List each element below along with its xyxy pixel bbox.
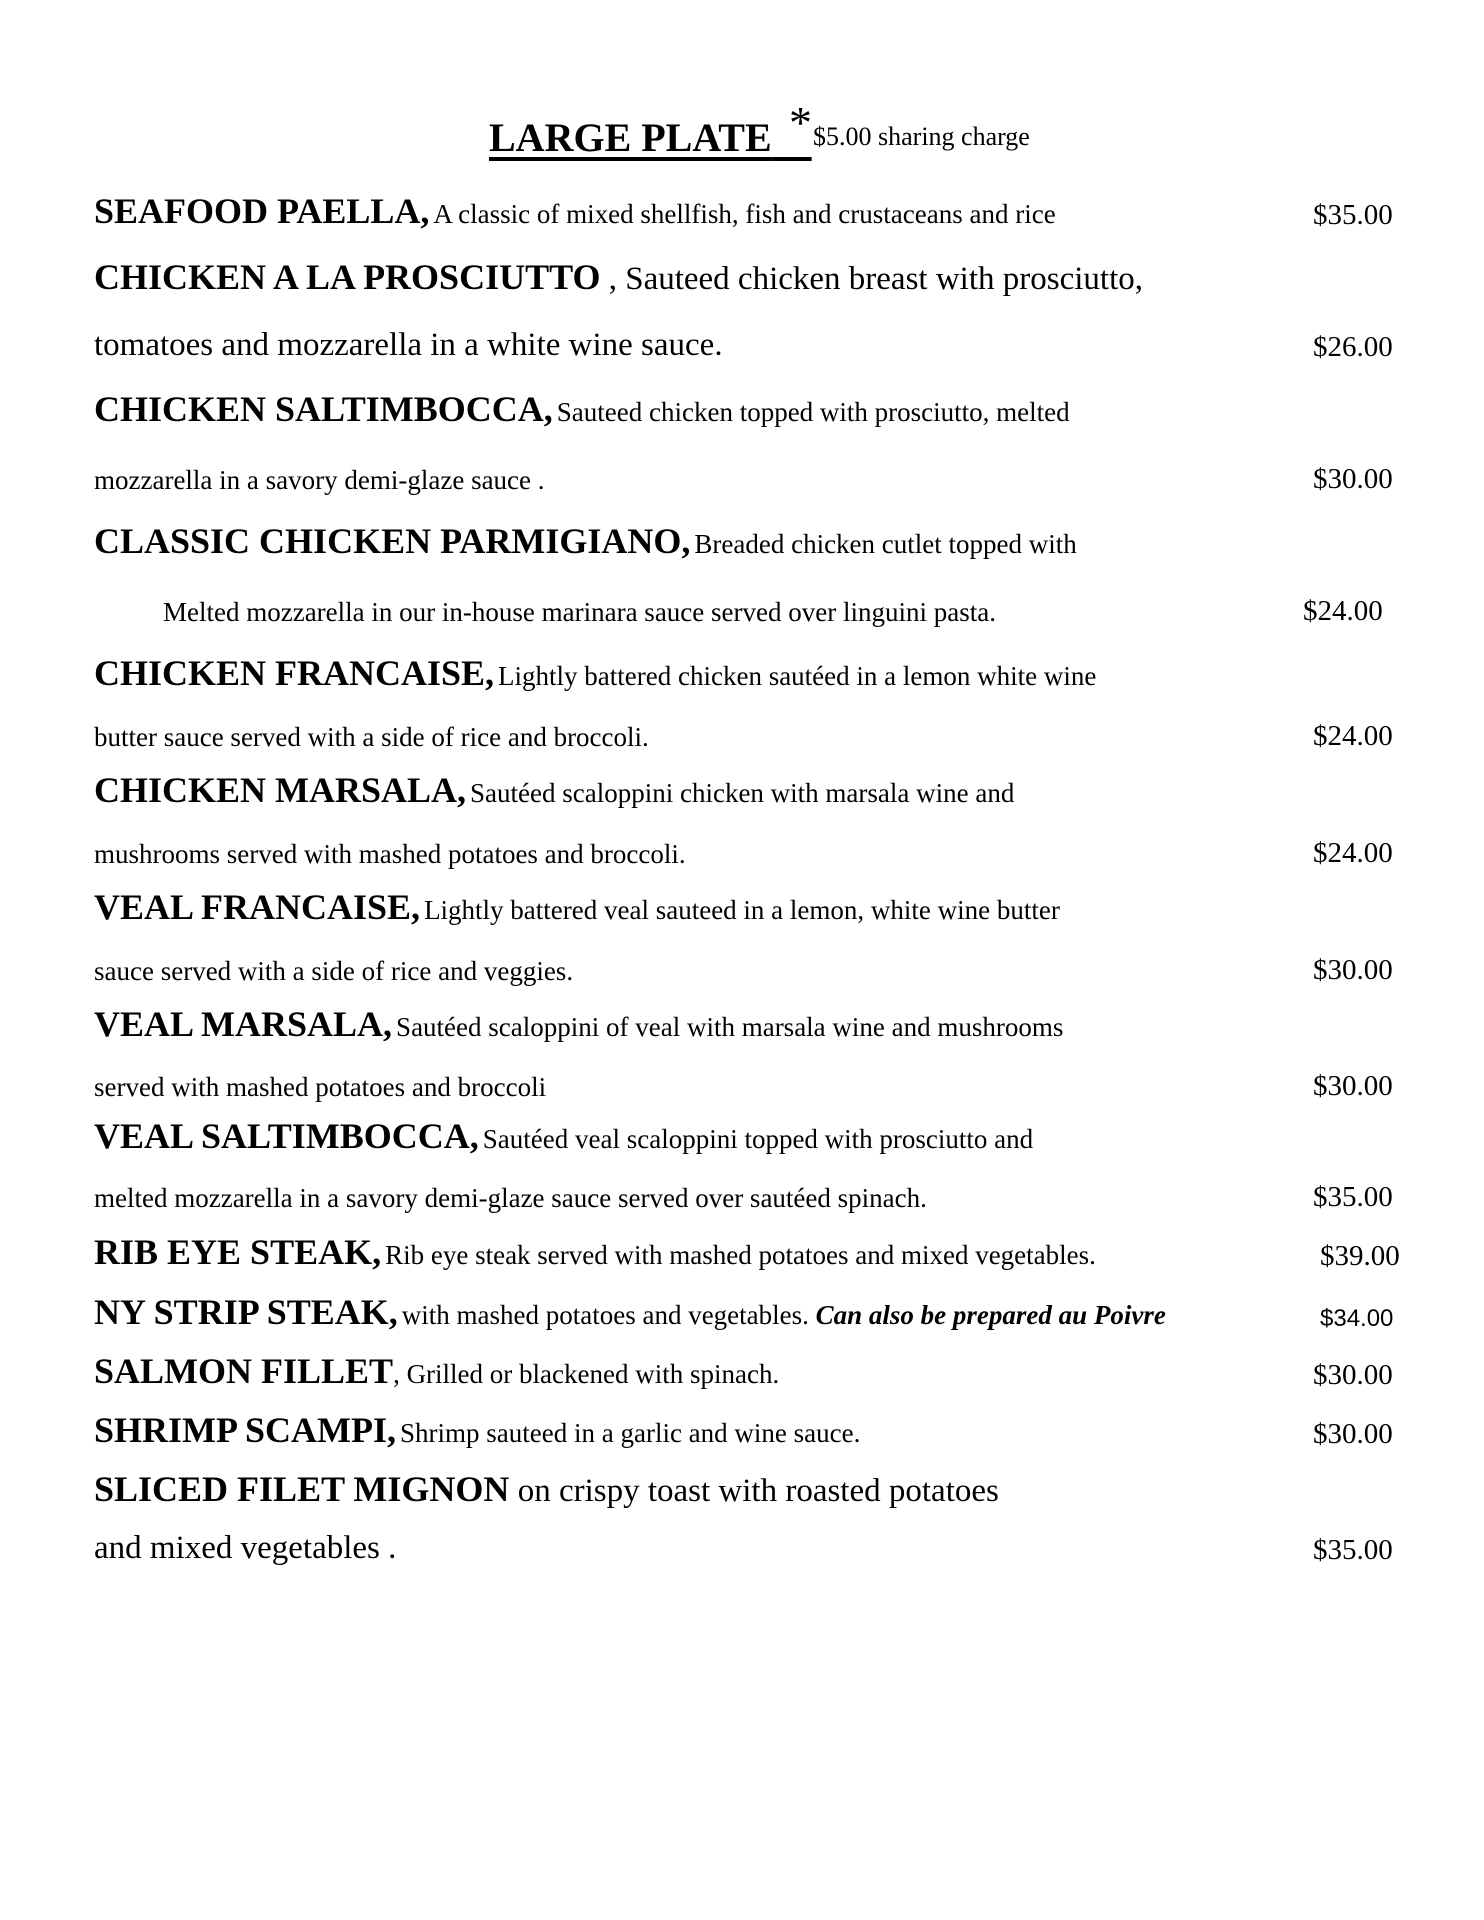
item-name: VEAL MARSALA, [94, 1004, 393, 1044]
menu-item-chicken-prosciutto [0, 252, 1484, 312]
item-price: $30.00 [1313, 463, 1393, 495]
item-price: $30.00 [1313, 1070, 1393, 1102]
item-name: VEAL SALTIMBOCCA, [94, 1116, 479, 1156]
item-price: $30.00 [1313, 1359, 1393, 1391]
item-name: RIB EYE STEAK, [94, 1232, 382, 1272]
sharing-charge-note: $5.00 sharing charge [813, 122, 1030, 151]
item-description: , Grilled or blackened with spinach. [393, 1359, 780, 1389]
item-name: SHRIMP SCAMPI, [94, 1410, 397, 1450]
menu-item-chicken-saltimbocca [0, 384, 1484, 444]
item-description: , Sauteed chicken breast with prosciutto, [600, 261, 1143, 297]
item-description: Sauteed chicken topped with prosciutto, melted [556, 397, 1070, 427]
item-description: Sautéed scaloppini chicken with marsala wine and [470, 778, 1015, 808]
menu-item-veal-saltimbocca [0, 1111, 1484, 1171]
item-description-cont: mushrooms served with mashed potatoes and broccoli. [94, 839, 686, 869]
menu-item-sliced-filet-mignon-cont [0, 1521, 1484, 1581]
item-description-cont: mozzarella in a savory demi-glaze sauce . [94, 465, 545, 495]
item-name: CHICKEN SALTIMBOCCA, [94, 389, 553, 429]
menu-item-chicken-francaise [0, 648, 1484, 708]
item-name: VEAL FRANCAISE, [94, 887, 421, 927]
menu-item-chicken-saltimbocca-cont [0, 450, 1484, 510]
item-name: SLICED FILET MIGNON [94, 1469, 510, 1509]
item-description-cont: sauce served with a side of rice and veggies. [94, 956, 574, 986]
menu-item-chicken-prosciutto-cont [0, 318, 1484, 378]
asterisk-mark: * [789, 97, 812, 148]
menu-item-chicken-marsala [0, 765, 1484, 825]
menu-item-veal-francaise [0, 882, 1484, 942]
item-price: $35.00 [1313, 1181, 1393, 1213]
menu-item-veal-francaise-cont [0, 941, 1484, 1001]
item-price: $39.00 [1320, 1240, 1400, 1272]
menu-item-salmon-fillet [0, 1346, 1484, 1406]
item-description: Lightly battered veal sauteed in a lemon, white wine butter [424, 895, 1060, 925]
item-description: on crispy toast with roasted potatoes [509, 1473, 999, 1509]
item-description: Breaded chicken cutlet topped with [694, 529, 1077, 559]
item-description-cont: butter sauce served with a side of rice and broccoli. [94, 722, 649, 752]
item-price: $26.00 [1313, 331, 1393, 363]
menu-item-chicken-parmigiano [0, 516, 1484, 576]
menu-item-chicken-francaise-cont [0, 707, 1484, 767]
item-price: $30.00 [1313, 1418, 1393, 1450]
item-description-cont: and mixed vegetables . [94, 1530, 397, 1566]
item-description-cont: tomatoes and mozzarella in a white wine sauce. [94, 327, 723, 363]
item-price: $24.00 [1313, 837, 1393, 869]
item-name: SEAFOOD PAELLA, [94, 191, 430, 231]
item-description: Rib eye steak served with mashed potatoes and mixed vegetables. [385, 1240, 1096, 1270]
item-name: CHICKEN FRANCAISE, [94, 653, 495, 693]
menu-item-veal-marsala [0, 999, 1484, 1059]
item-description: with mashed potatoes and vegetables. [401, 1300, 816, 1330]
item-description: Lightly battered chicken sautéed in a lemon white wine [498, 661, 1097, 691]
item-name: CHICKEN MARSALA, [94, 770, 467, 810]
item-name: CHICKEN A LA PROSCIUTTO [94, 257, 601, 297]
item-price: $35.00 [1313, 1534, 1393, 1566]
item-description: A classic of mixed shellfish, fish and crustaceans and rice [433, 199, 1056, 229]
item-description-cont: served with mashed potatoes and broccoli [94, 1072, 547, 1102]
menu-item-shrimp-scampi [0, 1405, 1484, 1465]
item-name: CLASSIC CHICKEN PARMIGIANO, [94, 521, 691, 561]
item-description: Shrimp sauteed in a garlic and wine sauce. [400, 1418, 861, 1448]
item-price: $24.00 [1313, 720, 1393, 752]
item-price: $34.00 [1320, 1305, 1394, 1332]
item-description-cont: melted mozzarella in a savory demi-glaze sauce served over sautéed spinach. [94, 1183, 927, 1213]
menu-item-seafood-paella [0, 186, 1484, 246]
item-description-cont: Melted mozzarella in our in-house marinara sauce served over linguini pasta. [163, 597, 996, 627]
item-note: Can also be prepared au Poivre [815, 1300, 1166, 1330]
item-name: SALMON FILLET [94, 1351, 394, 1391]
menu-title: LARGE PLATE [489, 115, 772, 160]
menu-item-ny-strip-steak [0, 1287, 1484, 1347]
menu-item-veal-marsala-cont [0, 1057, 1484, 1117]
menu-item-sliced-filet-mignon [0, 1464, 1484, 1524]
item-name: NY STRIP STEAK, [94, 1292, 398, 1332]
item-description: Sautéed veal scaloppini topped with prosciutto and [482, 1124, 1034, 1154]
menu-item-chicken-parmigiano-cont [0, 582, 1484, 642]
menu-item-chicken-marsala-cont [0, 824, 1484, 884]
item-price: $30.00 [1313, 954, 1393, 986]
item-price: $24.00 [1303, 595, 1383, 627]
menu-item-veal-saltimbocca-cont [0, 1168, 1484, 1228]
item-description: Sautéed scaloppini of veal with marsala wine and mushrooms [396, 1012, 1064, 1042]
item-price: $35.00 [1313, 199, 1393, 231]
menu-item-rib-eye-steak [0, 1227, 1484, 1287]
